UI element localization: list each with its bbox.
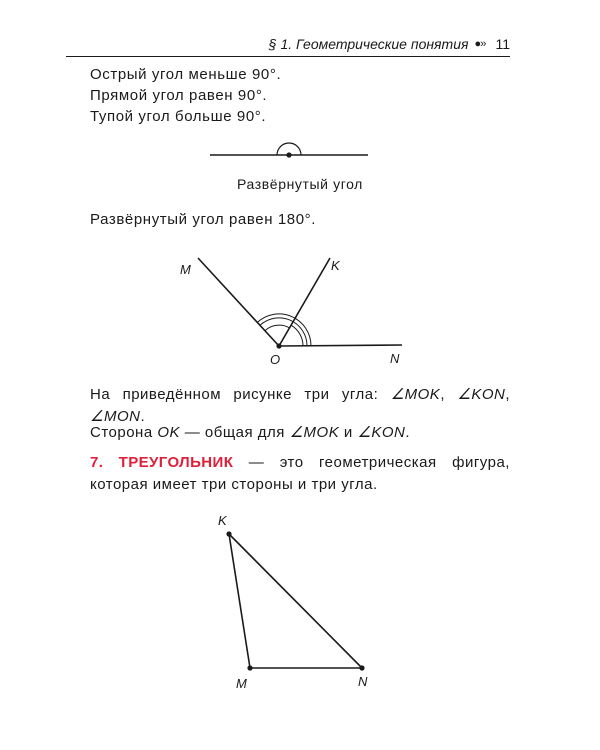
angle-mon: ∠MON	[90, 408, 141, 425]
angles-figure	[180, 258, 402, 367]
section-title: § 1. Геометрические понятия	[268, 36, 469, 52]
obtuse-angle-text: Тупой угол больше 90°.	[90, 108, 267, 125]
para-text-2c: и	[339, 424, 358, 441]
vertex-o	[276, 343, 281, 348]
label-o: O	[270, 352, 281, 367]
angle-kon: ∠KON	[457, 386, 506, 403]
triangle-label-m: M	[236, 676, 247, 691]
angle-mok: ∠MOK	[390, 386, 441, 403]
triangle-term: 7. ТРЕУГОЛЬНИК	[90, 454, 234, 471]
acute-angle-text: Острый угол меньше 90°.	[90, 66, 282, 83]
triangle-shape	[229, 534, 362, 668]
para-text-2a: Сторона	[90, 424, 158, 441]
sep-1: ,	[440, 386, 458, 403]
triangle-definition	[90, 452, 510, 496]
ray-ok	[279, 258, 330, 346]
triangle-label-k: K	[218, 513, 227, 528]
angle-kon-2: ∠KON	[357, 424, 406, 441]
end-2: .	[405, 424, 411, 441]
ray-om	[198, 258, 279, 346]
straight-angle-figure	[210, 143, 368, 158]
straight-angle-statement: Развёрнутый угол равен 180°.	[90, 211, 317, 228]
vertex-n	[359, 665, 364, 670]
triangle-definition-text: — это геометрическая фигура, которая имеет три стороны и три угла.	[90, 454, 510, 493]
side-ok: OK	[157, 424, 181, 441]
straight-angle-caption: Развёрнутый угол	[237, 176, 363, 192]
straight-angle-vertex	[286, 152, 291, 157]
triangle-figure	[218, 513, 368, 691]
vertex-k	[226, 531, 231, 536]
page-number: 11	[495, 36, 510, 52]
vertex-m	[247, 665, 252, 670]
label-m: M	[180, 262, 191, 277]
sep-2: ,	[505, 386, 510, 403]
angle-mok-2: ∠MOK	[289, 424, 340, 441]
end-1: .	[140, 408, 146, 425]
para-text-2b: — общая для	[180, 424, 290, 441]
label-n: N	[390, 351, 400, 366]
arc-mok	[265, 325, 290, 331]
right-angle-text: Прямой угол равен 90°.	[90, 87, 268, 104]
ray-on	[279, 345, 402, 346]
triangle-label-n: N	[358, 674, 368, 689]
dots-icon: ●››	[474, 38, 486, 50]
label-k: K	[331, 258, 340, 273]
para-text-1: На приведённом рисунке три угла:	[90, 386, 391, 403]
side-paragraph	[90, 422, 510, 444]
